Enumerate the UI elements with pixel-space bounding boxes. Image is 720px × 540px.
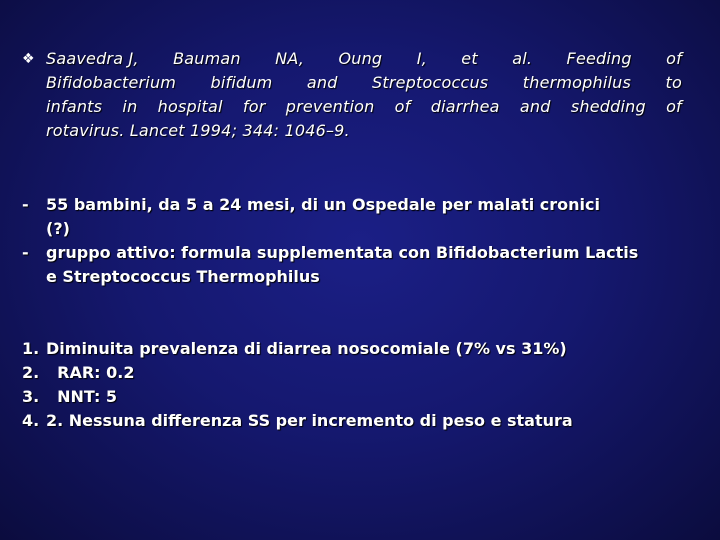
- result-item-2: 2. RAR: 0.2: [22, 363, 135, 382]
- reference-line-4: rotavirus. Lancet 1994; 344: 1046–9.: [46, 121, 350, 140]
- study-point-2: - gruppo attivo: formula supplementata con Bifidobacterium Lactis: [22, 243, 639, 262]
- reference-line-1: Saavedra J, Bauman NA, Oung I, et al. Feeding of: [46, 49, 682, 68]
- result-item-1: 1. Diminuita prevalenza di diarrea nosocomiale (7% vs 31%): [22, 339, 567, 358]
- study-point-2-continuation: e Streptococcus Thermophilus: [46, 267, 320, 286]
- study-point-1-continuation: (?): [46, 219, 70, 238]
- result-item-3: 3. NNT: 5: [22, 387, 118, 406]
- reference-line-3: infants in hospital for prevention of diarrhea and shedding of: [46, 97, 682, 116]
- study-points: [22, 193, 682, 289]
- result-item-4: 4. 2. Nessuna differenza SS per incremento di peso e statura: [22, 411, 573, 430]
- reference-block: [22, 47, 682, 143]
- reference-line-2: Bifidobacterium bifidum and Streptococcus thermophilus to: [46, 73, 682, 92]
- results-list: [22, 337, 682, 433]
- study-point-1: - 55 bambini, da 5 a 24 mesi, di un Ospedale per malati cronici: [22, 195, 600, 214]
- diamond-icon: ❖: [22, 51, 35, 67]
